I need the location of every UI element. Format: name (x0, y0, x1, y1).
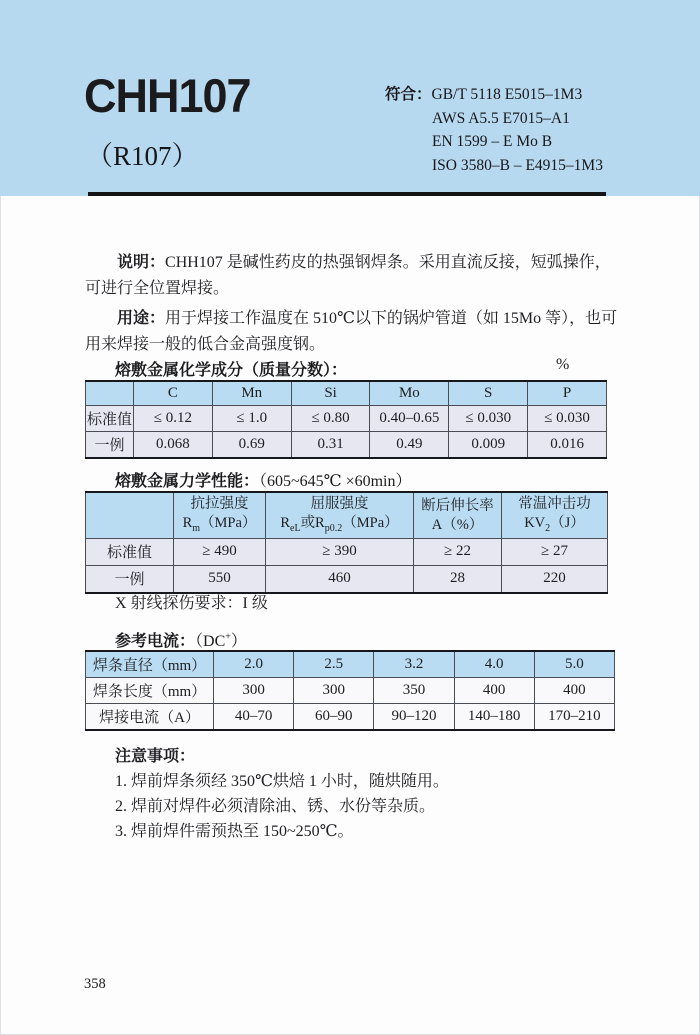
value-cell: 140–180 (454, 704, 534, 731)
note-item: 2. 焊前对焊件必须清除油、锈、水份等杂质。 (115, 798, 436, 815)
mechanics-condition: （605~645℃ ×60min） (259, 473, 412, 490)
chemistry-section-title: 熔敷金属化学成分（质量分数）： (115, 362, 348, 379)
header-divider (88, 192, 606, 196)
value-cell: 350 (374, 678, 454, 704)
value-cell: ≤ 0.030 (449, 406, 528, 432)
value-cell: 2.5 (294, 651, 374, 678)
value-cell: ≤ 0.12 (134, 406, 213, 432)
value-cell: 0.31 (291, 432, 370, 459)
header-line: 抗拉强度 (190, 496, 249, 512)
standard-item: GB/T 5118 E5015–1M3 (431, 86, 583, 103)
product-model: CHH107 (84, 68, 251, 123)
description-text: CHH107 是碱性药皮的热强钢焊条。采用直流反接，短弧操作，可进行全位置焊接。 (85, 254, 611, 297)
header-cell (502, 492, 608, 538)
header-cell: C (134, 381, 213, 406)
value-cell: 0.068 (134, 432, 213, 459)
row-label-cell: 焊条长度（mm） (86, 678, 214, 704)
header-cell (414, 492, 502, 538)
current-section-title (115, 628, 247, 651)
table-row (86, 565, 608, 593)
value-cell: 300 (214, 678, 294, 704)
table-header-row (86, 492, 608, 538)
current-condition: （DC+） (195, 631, 247, 650)
product-model-alt: （R107） (86, 141, 199, 171)
mechanical-properties-table (85, 491, 608, 594)
chemical-composition-table (85, 380, 607, 459)
standard-line (385, 83, 603, 107)
value-cell: ≤ 1.0 (212, 406, 291, 432)
page-number: 358 (84, 976, 106, 992)
table-row (86, 538, 608, 565)
header-line: $R_m(MPa)$ (182, 515, 257, 534)
value-cell: 0.49 (370, 432, 449, 459)
page-header (0, 0, 700, 196)
value-cell: 0.69 (212, 432, 291, 459)
value-cell: ≥ 22 (414, 538, 502, 565)
value-cell: 0.016 (528, 432, 607, 459)
usage-text: 用于焊接工作温度在 510℃以下的锅炉管道（如 15Mo 等），也可用来焊接一般的低合金高强度钢。 (85, 310, 618, 353)
table-row (86, 704, 615, 731)
description-label: 说明： (117, 254, 166, 271)
standard-item: AWS A5.5 E7015–A1 (432, 109, 570, 127)
corner-cell (86, 492, 174, 538)
xray-requirement: X 射线探伤要求：I 级 (115, 595, 268, 612)
header-cell (174, 492, 266, 538)
row-label-cell: 标准值 (86, 406, 134, 432)
value-cell: 5.0 (534, 651, 614, 678)
value-cell: 300 (294, 678, 374, 704)
current-title-text: 参考电流： (115, 633, 196, 650)
header-cell: S (449, 381, 528, 406)
description-paragraph (85, 250, 622, 302)
table-row (86, 678, 615, 704)
row-label-cell: 一例 (86, 565, 174, 593)
header-line: $KV_2(J)$ (524, 515, 585, 534)
note-item: 1. 焊前焊条须经 350℃烘焙 1 小时，随烘随用。 (115, 773, 449, 790)
row-label-cell: 标准值 (86, 538, 174, 565)
value-cell: 170–210 (534, 704, 614, 731)
compliance-standards (385, 83, 603, 177)
value-cell: ≤ 0.030 (528, 406, 607, 432)
corner-cell (86, 381, 134, 406)
header-line: 常温冲击功 (518, 496, 591, 512)
value-cell: 2.0 (214, 651, 294, 678)
table-row (86, 432, 607, 459)
value-cell: 90–120 (374, 704, 454, 731)
value-cell: ≥ 27 (502, 538, 608, 565)
mechanics-title-text: 熔敷金属力学性能： (115, 473, 260, 490)
header-cell: Si (291, 381, 370, 406)
value-cell: 0.40–0.65 (370, 406, 449, 432)
table-header-row (86, 651, 615, 678)
reference-current-table (85, 650, 615, 731)
standard-item: ISO 3580–B – E4915–1M3 (432, 156, 603, 174)
notes-title: 注意事项： (115, 748, 196, 765)
compliance-label: 符合： (385, 86, 432, 103)
header-line: 断后伸长率 (421, 498, 494, 515)
value-cell: 400 (534, 678, 614, 704)
value-cell: 460 (266, 565, 414, 593)
usage-label: 用途： (117, 310, 166, 327)
header-cell: Mo (370, 381, 449, 406)
header-line: A（%） (431, 517, 484, 534)
table-header-row (86, 381, 607, 406)
value-cell: ≥ 390 (266, 538, 414, 565)
usage-paragraph (85, 306, 622, 358)
value-cell: 400 (454, 678, 534, 704)
value-cell: 550 (174, 565, 266, 593)
value-cell: ≥ 490 (174, 538, 266, 565)
note-item: 3. 焊前焊件需预热至 150~250℃。 (115, 823, 354, 840)
mechanics-section-title (115, 468, 412, 491)
header-line: $R_{eL}$或$R_{p0.2}(MPa)$ (280, 515, 399, 534)
value-cell: 40–70 (214, 704, 294, 731)
header-cell: Mn (212, 381, 291, 406)
chemistry-unit: % (556, 356, 570, 373)
header-cell (266, 492, 414, 538)
header-line: 屈服强度 (310, 496, 369, 512)
value-cell: 4.0 (454, 651, 534, 678)
header-cell: P (528, 381, 607, 406)
notes-section (115, 744, 449, 844)
row-label-cell: 焊接电流（A） (86, 704, 214, 731)
row-label-cell: 焊条直径（mm） (86, 651, 214, 678)
value-cell: 220 (502, 565, 608, 593)
value-cell: 0.009 (449, 432, 528, 459)
value-cell: ≤ 0.80 (291, 406, 370, 432)
table-row (86, 406, 607, 432)
row-label-cell: 一例 (86, 432, 134, 459)
value-cell: 3.2 (374, 651, 454, 678)
value-cell: 60–90 (294, 704, 374, 731)
standard-item: EN 1599 – E Mo B (432, 133, 553, 150)
value-cell: 28 (414, 565, 502, 593)
